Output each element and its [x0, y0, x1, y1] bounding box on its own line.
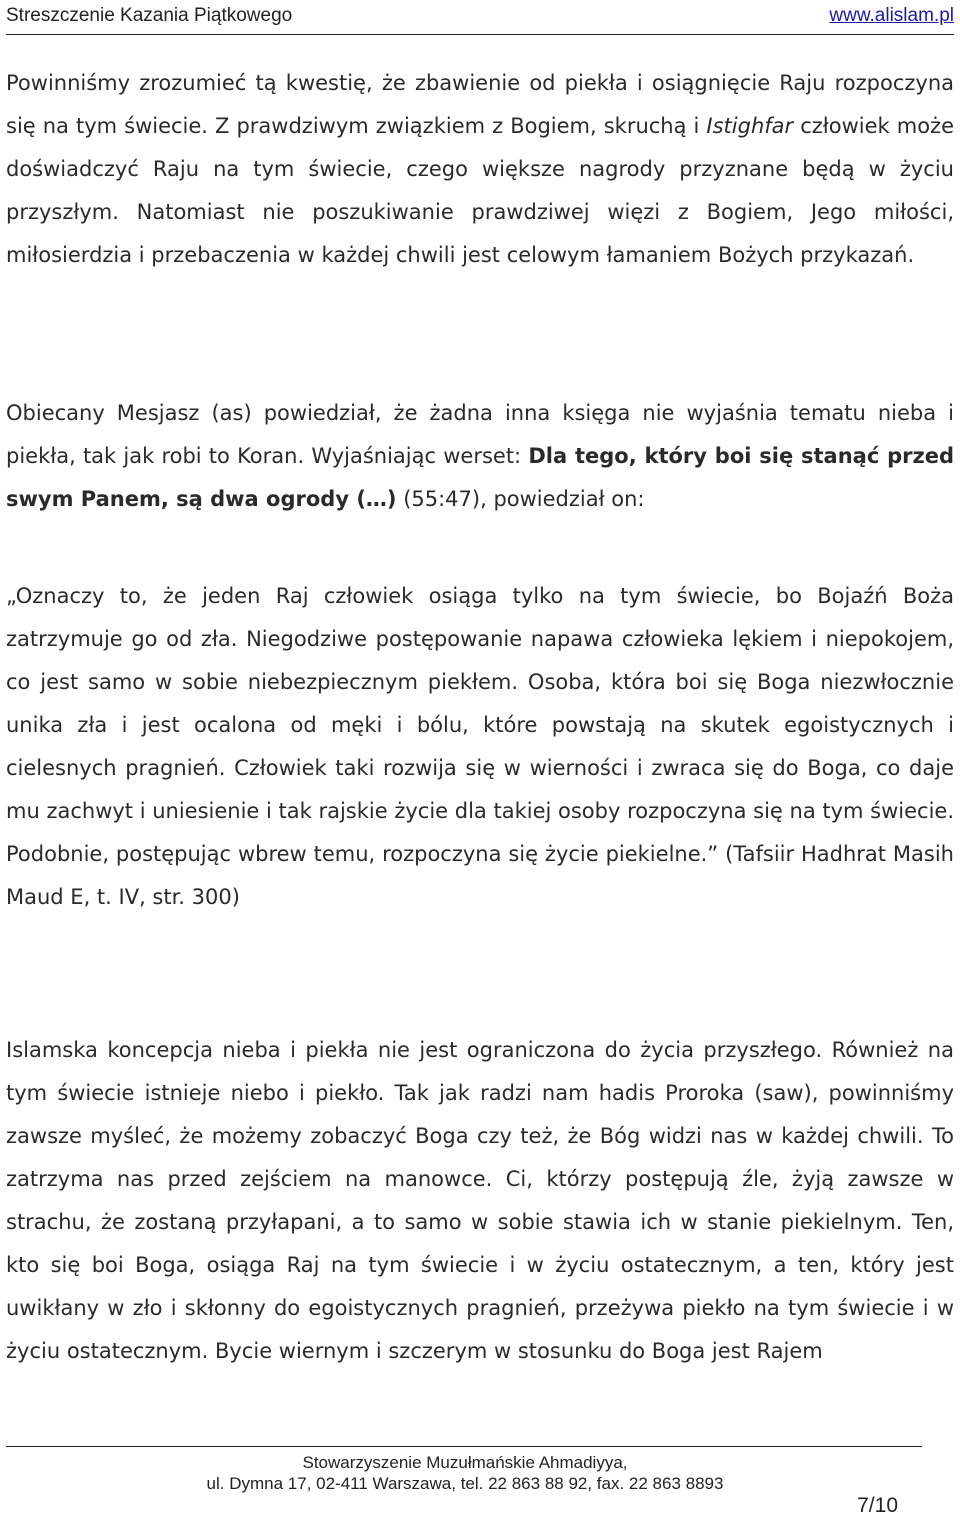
- paragraph-2-verse: Dla tego, który boi się stanąć przed swym Panem, są dwa ogrody (…): [6, 444, 955, 511]
- footer-divider: [6, 1446, 922, 1447]
- footer-address: ul. Dymna 17, 02-411 Warszawa, tel. 22 863 88 92, fax. 22 863 8893: [206, 1474, 724, 1493]
- document-title: Streszczenie Kazania Piątkowego: [6, 5, 293, 26]
- paragraph-1-italic-term: Istighfar: [706, 114, 794, 138]
- paragraph-3-quote: „Oznaczy to, że jeden Raj człowiek osiąga tylko na tym świecie, bo Bojaźń Boża zatrzymuje go od zła. Niegodziwe postępowanie napawa człowieka lękiem i niepokojem, co jest samo w sobie niebezpiecznym piekłem. Osoba, która boi się Boga niezwłocznie unika zła i jest ocalona od męki i bólu, które powstają na skutek egoistycznych i cielesnych pragnień. Człowiek taki rozwija się w wierności i zwraca się do Boga, co daje mu zachwyt i uniesienie i tak rajskie życie dla takiej osoby rozpoczyna się na tym świecie. Podobnie, postępując wbrew temu, rozpoczyna się życie piekielne.” (Tafsiir Hadhrat Masih Maud E, t. IV, str. 300): [6, 584, 955, 909]
- footer-organization: Stowarzyszenie Muzułmańskie Ahmadiyya,: [302, 1453, 628, 1472]
- paragraph-4: Islamska koncepcja nieba i piekła nie jest ograniczona do życia przyszłego. Również na tym świecie istnieje niebo i piekło. Tak jak radzi nam hadis Proroka (saw), powinniśmy zawsze myśleć, że możemy zobaczyć Boga czy też, że Bóg widzi nas w każdej chwili. To zatrzyma nas przed zejściem na manowce. Ci, którzy postępują źle, żyją zawsze w strachu, że zostaną przyłapani, a to samo w sobie stawia ich w stanie piekielnym. Ten, kto się boi Boga, osiąga Raj na tym świecie i w życiu ostatecznym, a ten, który jest uwikłany w zło i skłonny do egoistycznych pragnień, przeżywa piekło na tym świecie i w życiu ostatecznym. Bycie wiernym i szczerym w stosunku do Boga jest Rajem: [6, 1038, 954, 1363]
- page-header: [6, 0, 954, 35]
- paragraph-2-text-b: (55:47), powiedział on:: [396, 487, 645, 511]
- paragraph-1-text-a: Powinniśmy zrozumieć tą kwestię, że zbawienie od piekła i osiągnięcie Raju rozpoczyna się na tym świecie. Z prawdziwym związkiem z Bogiem, skruchą i: [6, 71, 954, 138]
- page-number: 7/10: [857, 1494, 898, 1517]
- website-link[interactable]: www.alislam.pl: [829, 5, 954, 26]
- paragraph-1: [6, 62, 954, 277]
- paragraph-1-text-b: człowiek może doświadczyć Raju na tym świecie, czego większe nagrody przyznane będą w życiu przyszłym. Natomiast nie poszukiwanie prawdziwej więzi z Bogiem, Jego miłości, miłosierdzia i przebaczenia w każdej chwili jest celowym łamaniem Bożych przykazań.: [6, 114, 954, 267]
- paragraph-2-text-a: Obiecany Mesjasz (as) powiedział, że żadna inna księga nie wyjaśnia tematu nieba i piekła, tak jak robi to Koran. Wyjaśniając werset:: [6, 401, 954, 468]
- paragraph-2: [6, 392, 954, 521]
